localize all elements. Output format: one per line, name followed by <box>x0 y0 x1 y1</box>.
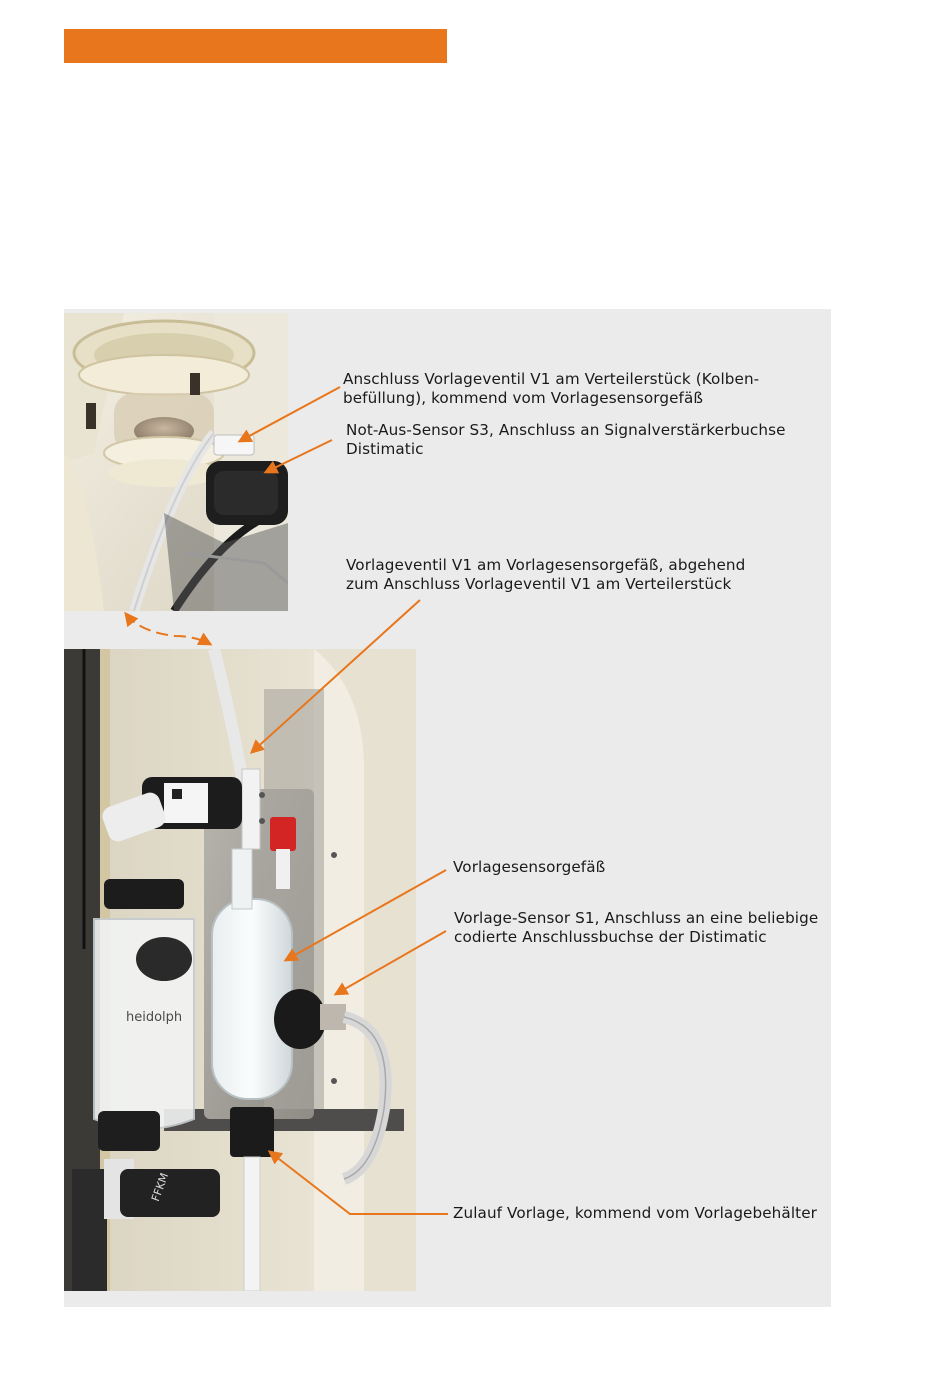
callout-connection-valve-v1-distributor <box>343 370 759 408</box>
photo-reservoir-sensor-vessel <box>64 649 416 1291</box>
callout-valve-v1-sensor-vessel <box>346 556 745 594</box>
callout-line: Not-Aus-Sensor S3, Anschluss an Signalverstärkerbuchse <box>346 421 786 439</box>
valve-label-text: FFKM <box>148 1171 172 1204</box>
callout-line: Anschluss Vorlageventil V1 am Verteilerstück (Kolben- <box>343 370 760 388</box>
callout-line: codierte Anschlussbuchse der Distimatic <box>454 928 767 946</box>
callout-line: Vorlageventil V1 am Vorlagesensorgefäß, abgehend <box>346 556 746 574</box>
bottle-brand-text: heidolph <box>126 1010 183 1025</box>
callout-reservoir-sensor-vessel <box>453 858 605 877</box>
callout-line: Vorlage-Sensor S1, Anschluss an eine beliebige <box>454 909 819 927</box>
callout-line: Zulauf Vorlage, kommend vom Vorlagebehälter <box>453 1204 817 1222</box>
callout-reservoir-sensor-s1 <box>454 909 818 947</box>
callout-line: zum Anschluss Vorlageventil V1 am Verteilerstück <box>346 575 732 593</box>
callout-line: befüllung), kommend vom Vorlagesensorgefäß <box>343 389 704 407</box>
callout-reservoir-inlet <box>453 1204 817 1223</box>
header-accent-bar <box>64 29 447 63</box>
callout-line: Vorlagesensorgefäß <box>453 858 606 876</box>
photo-distributor-piece <box>64 313 288 611</box>
callout-line: Distimatic <box>346 440 424 458</box>
callout-emergency-stop-sensor-s3 <box>346 421 786 459</box>
